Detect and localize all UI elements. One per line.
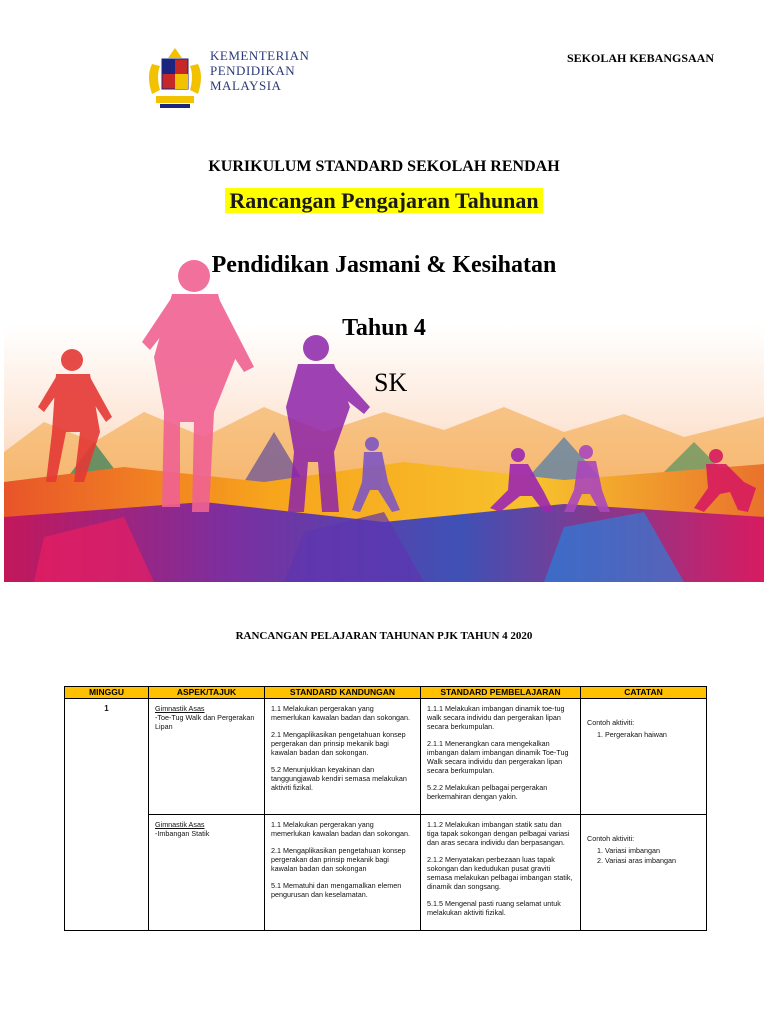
runners-illustration — [4, 12, 764, 582]
table-row — [65, 699, 707, 815]
sk-item: 1.1 Melakukan pergerakan yang memerlukan kawalan badan dan sokongan. — [271, 820, 411, 838]
sk-item: 2.1 Mengaplikasikan pengetahuan konsep pergerakan dan prinsip mekanik bagi kawalan badan dan sokongan. — [271, 730, 406, 757]
sp-item: 2.1.2 Menyatakan perbezaan luas tapak sokongan dan kedudukan pusat graviti semasa melakukan pelbagai imbangan statik, dinamik dan songsang. — [427, 855, 573, 891]
sp-item: 2.1.1 Menerangkan cara mengekalkan imbangan dalam imbangan dinamik Toe-Tug Walk secara individu dan pergerakan lipan secara berkumpulan. — [427, 739, 569, 775]
notes-cell — [581, 699, 707, 815]
ministry-line-1: KEMENTERIAN — [210, 48, 310, 63]
curriculum-title: KURIKULUM STANDARD SEKOLAH RENDAH — [208, 158, 560, 175]
yearly-plan-table — [64, 686, 707, 931]
sp-item: 5.2.2 Melakukan pelbagai pergerakan berkemahiran dengan yakin. — [427, 783, 548, 801]
school-type-label: SEKOLAH KEBANGSAAN — [566, 51, 714, 65]
standard-pembelajaran-cell — [421, 815, 581, 931]
plan-title-text: Rancangan Pengajaran Tahunan — [225, 188, 542, 213]
header-aspek-tajuk: ASPEK/TAJUK — [149, 687, 265, 699]
standard-kandungan-cell — [265, 815, 421, 931]
ministry-line-3: MALAYSIA — [210, 78, 282, 93]
year-title: Tahun 4 — [342, 315, 426, 341]
notes-cell — [581, 815, 707, 931]
ministry-crest-logo — [144, 46, 206, 114]
table-row — [65, 815, 707, 931]
sk-item: 1.1 Melakukan pergerakan yang memerlukan kawalan badan dan sokongan. — [271, 704, 411, 722]
table-header-row — [65, 687, 707, 699]
school-code: SK — [374, 368, 408, 397]
notes-label: Contoh aktiviti: — [587, 718, 635, 727]
topic-cell — [149, 699, 265, 815]
document-title: RANCANGAN PELAJARAN TAHUNAN PJK TAHUN 4 2020 — [235, 630, 533, 642]
topic-cell — [149, 815, 265, 931]
plan-title — [4, 188, 764, 214]
header-standard-kandungan: STANDARD KANDUNGAN — [265, 687, 421, 699]
sk-item: 5.1 Mematuhi dan mengamalkan elemen pengurusan dan keselamatan. — [271, 881, 402, 899]
sk-item: 5.2 Menunjukkan keyakinan dan tanggungjawab kendiri semasa melakukan aktiviti fizikal. — [271, 765, 407, 792]
ministry-name — [210, 48, 309, 93]
topic-subtitle: -Toe-Tug Walk dan Pergerakan Lipan — [155, 713, 255, 731]
notes-item: 1. Pergerakan haiwan — [605, 730, 700, 739]
notes-list — [587, 730, 700, 739]
cover-page — [4, 12, 764, 582]
ministry-line-2: PENDIDIKAN — [210, 63, 296, 78]
sp-item: 1.1.1 Melakukan imbangan dinamik toe-tug walk secara individu dan pergerakan lipan secara berkumpulan. — [427, 704, 565, 731]
sp-item: 5.1.5 Mengenal pasti ruang selamat untuk melakukan aktiviti fizikal. — [427, 899, 561, 917]
topic-title: Gimnastik Asas — [155, 704, 205, 713]
header-catatan: CATATAN — [581, 687, 707, 699]
header-minggu: MINGGU — [65, 687, 149, 699]
sp-item: 1.1.2 Melakukan imbangan statik satu dan tiga tapak sokongan dengan pelbagai variasi dan aras secara individu dan berpasangan. — [427, 820, 570, 847]
notes-label: Contoh aktiviti: — [587, 834, 635, 843]
header-standard-pembelajaran: STANDARD PEMBELAJARAN — [421, 687, 581, 699]
subject-title: Pendidikan Jasmani & Kesihatan — [211, 252, 557, 278]
sk-item: 2.1 Mengaplikasikan pengetahuan konsep pergerakan dan prinsip mekanik bagi kawalan badan dan sokongan — [271, 846, 406, 873]
standard-kandungan-cell — [265, 699, 421, 815]
topic-subtitle: -Imbangan Statik — [155, 829, 210, 838]
topic-title: Gimnastik Asas — [155, 820, 205, 829]
week-cell: 1 — [65, 699, 149, 931]
standard-pembelajaran-cell — [421, 699, 581, 815]
notes-list — [587, 846, 700, 865]
notes-item: 1. Variasi imbangan — [605, 846, 700, 855]
notes-item: 2. Variasi aras imbangan — [605, 856, 700, 865]
